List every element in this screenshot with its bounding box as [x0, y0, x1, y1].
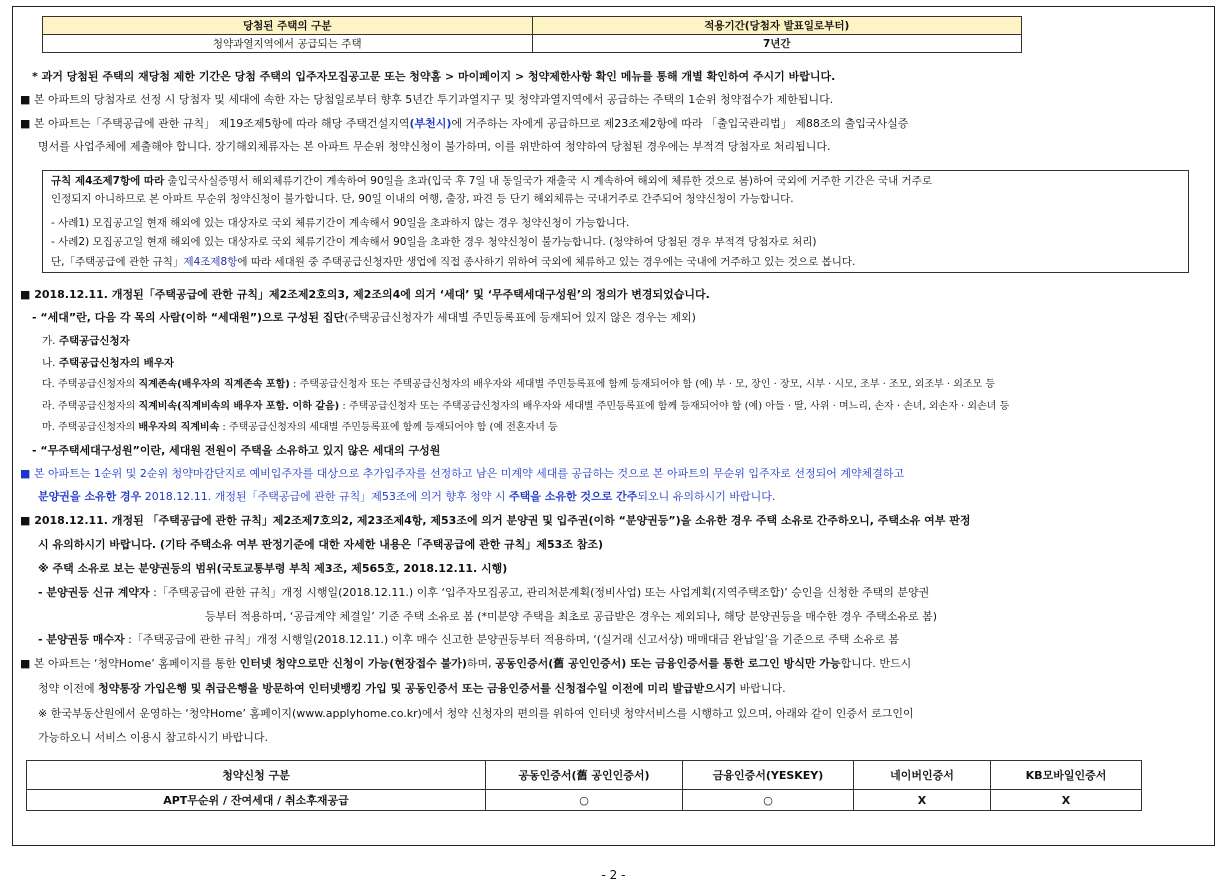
box-bold: 규칙 제4조제7항에 따라: [51, 175, 165, 187]
text-span: : 주택공급신청자 또는 주택공급신청자의 배우자와 세대별 주민등록표에 함께 등재되어야 함 (예) 아들 · 딸, 사위 · 며느리, 손자 · 손녀, 외손자 · 외손녀 등: [339, 401, 1010, 412]
text-span: (주택공급신청자가 세대별 주민등록표에 등재되어 있지 않은 경우는 제외): [344, 311, 696, 324]
presale-new-contract-cont: 등부터 적용하며, ‘공급계약 체결일’ 기준 주택 소유로 봄 (*미분양 주택을 최초로 공급받은 경우는 제외되나, 해당 분양권등을 매수한 경우 주택소유로 봄): [205, 610, 938, 623]
text-span: 청약 이전에: [38, 682, 99, 695]
residence-line: [20, 117, 908, 131]
box-line: [51, 255, 855, 269]
text-span: 분양권을 소유한 경우: [38, 490, 142, 503]
list-item: [42, 334, 130, 348]
text-span: 직계존속(배우자의 직계존속 포함): [138, 379, 290, 390]
text-span: 출입국사실증명서 해외체류기간이 계속하여 90일을 초과(입국 후 7일 내 동일국가 재출국 시 계속하여 해외에 체류한 것으로 봄)하여 국외에 거주한 기간은 국내 거주로: [164, 175, 932, 187]
text-span: 2018.12.11. 개정된「주택공급에 관한 규칙」제53조에 의거 향후 청약 시: [141, 490, 510, 503]
text-span: 주택을 소유한 것으로 간주: [509, 490, 638, 503]
text-span: 단,「주택공급에 관한 규칙」: [51, 256, 184, 268]
table-cell: ○: [683, 790, 854, 811]
table-header-row: [27, 761, 1142, 790]
text-span: 주택공급신청자의 배우자: [58, 357, 175, 369]
table-header-cell: 당첨된 주택의 구분: [43, 17, 533, 35]
text-span: : 주택공급신청자 또는 주택공급신청자의 배우자와 세대별 주민등록표에 함께 등재되어야 함 (예) 부 · 모, 장인 · 장모, 시부 · 시모, 조부 · 조모, 외조부 · 외조모 등: [289, 379, 996, 390]
internet-note-cont: 가능하오니 서비스 이용시 참고하시기 바랍니다.: [38, 731, 269, 744]
rule-link-text: 제4조제8항: [183, 256, 238, 268]
text-span: 배우자의 직계비속: [138, 422, 220, 433]
list-item: [42, 400, 1009, 414]
list-item: [42, 421, 558, 435]
household-title: ■ 2018.12.11. 개정된「주택공급에 관한 규칙」제2조제2호의3, 제2조의4에 의거 ‘세대’ 및 ‘무주택세대구성원’의 정의가 변경되었습니다.: [20, 288, 710, 301]
text-span: - 분양권등 신규 계약자: [38, 586, 150, 599]
text-span: - “세대”란, 다음 각 목의 사람(이하 “세대원”)으로 구성된 집단: [32, 311, 345, 324]
text-span: 청약통장 가입은행 및 취급은행을 방문하여 인터넷뱅킹 가입 및 공동인증서 또는 금융인증서를 신청접수일 이전에 미리 발급받으시기: [98, 682, 737, 695]
text-span: :「주택공급에 관한 규칙」개정 시행일(2018.12.11.) 이후 매수 신고한 분양권등부터 적용하며, ‘(실거래 신고서상) 매매대금 완납일’을 기준으로 주택 소유로 봄: [124, 633, 899, 646]
residence-line-cont: 명서를 사업주체에 제출해야 합니다. 장기해외체류자는 본 아파트 무순위 청약신청이 불가하며, 이를 위반하여 청약하여 당첨된 경우에는 부적격 당첨자로 처리됩니다.: [38, 140, 831, 153]
table-header-cell: 금융인증서(YESKEY): [683, 761, 854, 790]
list-item: [42, 356, 174, 370]
text-span: ■ 본 아파트는 ‘청약Home’ 홈페이지를 통한: [20, 657, 240, 670]
text-span: 합니다. 반드시: [840, 657, 912, 670]
text-span: - 분양권등 매수자: [38, 633, 125, 646]
table-cell: X: [854, 790, 991, 811]
table-cell: APT무순위 / 잔여세대 / 취소후재공급: [27, 790, 486, 811]
text-span: 나.: [42, 357, 59, 369]
certificate-table: [26, 760, 1142, 811]
table-header-cell: 네이버인증서: [854, 761, 991, 790]
table-header-row: [43, 17, 1022, 35]
text-span: 공동인증서(舊 공인인증서) 또는 금융인증서를 통한 로그인 방식만 가능: [495, 657, 841, 670]
reapply-note: * 과거 당첨된 주택의 재당첨 제한 기간은 당첨 주택의 입주자모집공고문 또는 청약홈 > 마이페이지 > 청약제한사항 확인 메뉴를 통해 개별 확인하여 주시기 바랍니다.: [32, 70, 836, 83]
text-span: 인터넷 청약으로만 신청이 가능(현장접수 불가): [239, 657, 467, 670]
household-definition: [32, 311, 696, 325]
internet-note: ※ 한국부동산원에서 운영하는 ‘청약Home’ 홈페이지(www.applyhome.co.kr)에서 청약 신청자의 편의를 위하여 인터넷 청약서비스를 시행하고 있으며, 아래와 같이 인증서 로그인이: [38, 707, 914, 720]
presale-scope: ※ 주택 소유로 보는 분양권등의 범위(국토교통부령 부칙 제3조, 제565호, 2018.12.11. 시행): [38, 562, 508, 575]
table-cell: X: [991, 790, 1142, 811]
text-span: 다. 주택공급신청자의: [42, 379, 139, 390]
table-row: [27, 790, 1142, 811]
text-span: :「주택공급에 관한 규칙」개정 시행일(2018.12.11.) 이후 ‘입주자모집공고, 관리처분계획(정비사업) 또는 사업계획(지역주택조합)’ 승인을 신청한 주택의 분양권: [149, 586, 930, 599]
internet-line: [20, 657, 911, 671]
text-span: ■ 본 아파트는「주택공급에 관한 규칙」 제19조제5항에 따라 해당 주택건설지역: [20, 117, 410, 130]
text-span: 마. 주택공급신청자의: [42, 422, 139, 433]
table-header-cell: 적용기간(당첨자 발표일로부터): [532, 17, 1022, 35]
box-line: 인정되지 아니하므로 본 아파트 무순위 청약신청이 불가합니다. 단, 90일 이내의 여행, 출장, 파견 등 단기 해외체류는 국내거주로 간주되어 청약신청이 가능합니다.: [51, 193, 794, 205]
box-line: - 사례2) 모집공고일 현재 해외에 있는 대상자로 국외 체류기간이 계속해서 90일을 초과한 경우 청약신청이 불가능합니다. (청약하여 당첨된 경우 부적격 당첨자로 처리): [51, 236, 817, 248]
restriction-line: ■ 본 아파트의 당첨자로 선정 시 당첨자 및 세대에 속한 자는 당첨일로부터 향후 5년간 투기과열지구 및 청약과열지역에서 공급하는 주택의 1순위 청약접수가 제한됩니다.: [20, 93, 834, 106]
presale-new-contract: [38, 586, 929, 600]
text-span: 되오니 유의하시기 바랍니다.: [637, 490, 776, 503]
table-header-cell: KB모바일인증서: [991, 761, 1142, 790]
table-header-cell: 공동인증서(舊 공인인증서): [486, 761, 683, 790]
text-span: 바랍니다.: [736, 682, 786, 695]
table-header-cell: 청약신청 구분: [27, 761, 486, 790]
table-cell: 7년간: [532, 35, 1022, 53]
text-span: 에 따라 세대원 중 주택공급신청자만 생업에 직접 종사하기 위하여 국외에 체류하고 있는 경우에는 국내에 거주하고 있는 것으로 봅니다.: [237, 256, 856, 268]
text-span: 주택공급신청자: [58, 335, 130, 347]
table-row: [43, 35, 1022, 53]
no-house-definition: - “무주택세대구성원”이란, 세대원 전원이 주택을 소유하고 있지 않은 세대의 구성원: [32, 444, 441, 457]
internet-line: [38, 682, 786, 696]
presale-line: ■ 2018.12.11. 개정된 「주택공급에 관한 규칙」제2조제7호의2, 제23조제4항, 제53조에 의거 분양권 및 입주권(이하 “분양권등”)을 소유한 경우 주택 소유로 간주하오니, 주택소유 여부 판정: [20, 514, 971, 527]
blue-notice-line: ■ 본 아파트는 1순위 및 2순위 청약마감단지로 예비입주자를 대상으로 추가입주자를 선정하고 남은 미계약 세대를 공급하는 것으로 본 아파트의 무순위 입주자로 선정되어 계약체결하고: [20, 467, 905, 480]
table-cell: ○: [486, 790, 683, 811]
winning-period-table: [42, 16, 1022, 53]
text-span: 라. 주택공급신청자의: [42, 401, 139, 412]
table-cell: 청약과열지역에서 공급되는 주택: [43, 35, 533, 53]
text-span: 에 거주하는 자에게 공급하므로 제23조제2항에 따라 「출입국관리법」 제88조의 출입국사실증: [451, 117, 909, 130]
box-line: - 사례1) 모집공고일 현재 해외에 있는 대상자로 국외 체류기간이 계속해서 90일을 초과하지 않는 경우 청약신청이 가능합니다.: [51, 217, 630, 229]
presale-buyer: [38, 633, 899, 647]
text-span: 하며,: [466, 657, 496, 670]
text-span: 가.: [42, 335, 59, 347]
blue-notice-line: [38, 490, 775, 504]
box-line: [51, 174, 932, 188]
presale-line: 시 유의하시기 바랍니다. (기타 주택소유 여부 판정기준에 대한 자세한 내용은「주택공급에 관한 규칙」제53조 참조): [38, 538, 604, 551]
page-number: - 2 -: [601, 868, 626, 882]
text-span: : 주택공급신청자의 세대별 주민등록표에 함께 등재되어야 함 (예 전혼자녀 등: [219, 422, 558, 433]
region-highlight: (부천시): [409, 117, 452, 130]
overseas-stay-box: [42, 170, 1189, 273]
text-span: 직계비속(직계비속의 배우자 포함. 이하 같음): [138, 401, 340, 412]
list-item: [42, 378, 995, 392]
